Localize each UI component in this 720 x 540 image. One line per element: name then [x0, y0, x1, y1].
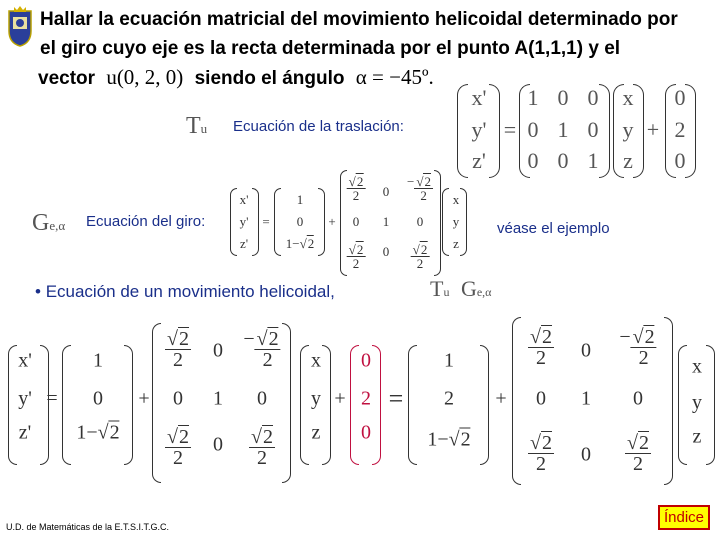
helicoidal-heading: • Ecuación de un movimiento helicoidal,	[35, 282, 335, 301]
helicoidal-equation: x' y' z' = 1 0 1−√2 + $\frac{√2}{2}$ 0 − $\frac{√2}{2}$ 0 1 0 $\frac{√2}{2}$ 0 $\frac{√2}{2}$ x y z + 0 2 0 = 1 2 1−√2 + $\frac{√2}{2}$ 0 − $\frac{√2}{2}$ 0 1 0 $\frac{√2}{2}$ 0 $\frac{√2}{2}$ x y z	[0, 315, 720, 485]
index-button[interactable]: Índice	[658, 505, 710, 530]
helicoidal-composition: Tu Ge,α	[430, 276, 492, 301]
vector-u: u(0, 2, 0)	[106, 65, 184, 89]
translation-symbol: Tu	[186, 113, 208, 139]
title-line-3: vector u(0, 2, 0) siendo el ángulo α = −45º.	[38, 65, 434, 89]
title-line-2: el giro cuyo eje es la recta determinada por el punto A(1,1,1) y el	[40, 38, 621, 59]
problem-statement	[40, 5, 715, 63]
translation-equation: x' y' z' = 1 0 0 0 1 0 0 0 1 x y z + 0 2 0	[455, 84, 705, 179]
rotation-equation: x' y' z' = 1 0 1−√2 + $\frac{√2}{2}$ 0 − $\frac{√2}{2}$ 0 1 0 $\frac{√2}{2}$ 0 $\frac{√2}{2}$ x y z	[230, 170, 470, 280]
angle-value: α = −45º.	[355, 65, 434, 89]
title-line-1: Hallar la ecuación matricial del movimiento helicoidal determinado por	[40, 9, 678, 30]
university-crest-icon	[6, 5, 34, 47]
rotation-symbol: Ge,α	[32, 210, 66, 236]
example-link[interactable]: véase el ejemplo	[497, 220, 610, 237]
rotation-label: Ecuación del giro:	[86, 213, 206, 230]
translation-label: Ecuación de la traslación:	[233, 118, 404, 135]
footer-credit: U.D. de Matemáticas de la E.T.S.I.T.G.C.	[6, 522, 170, 532]
